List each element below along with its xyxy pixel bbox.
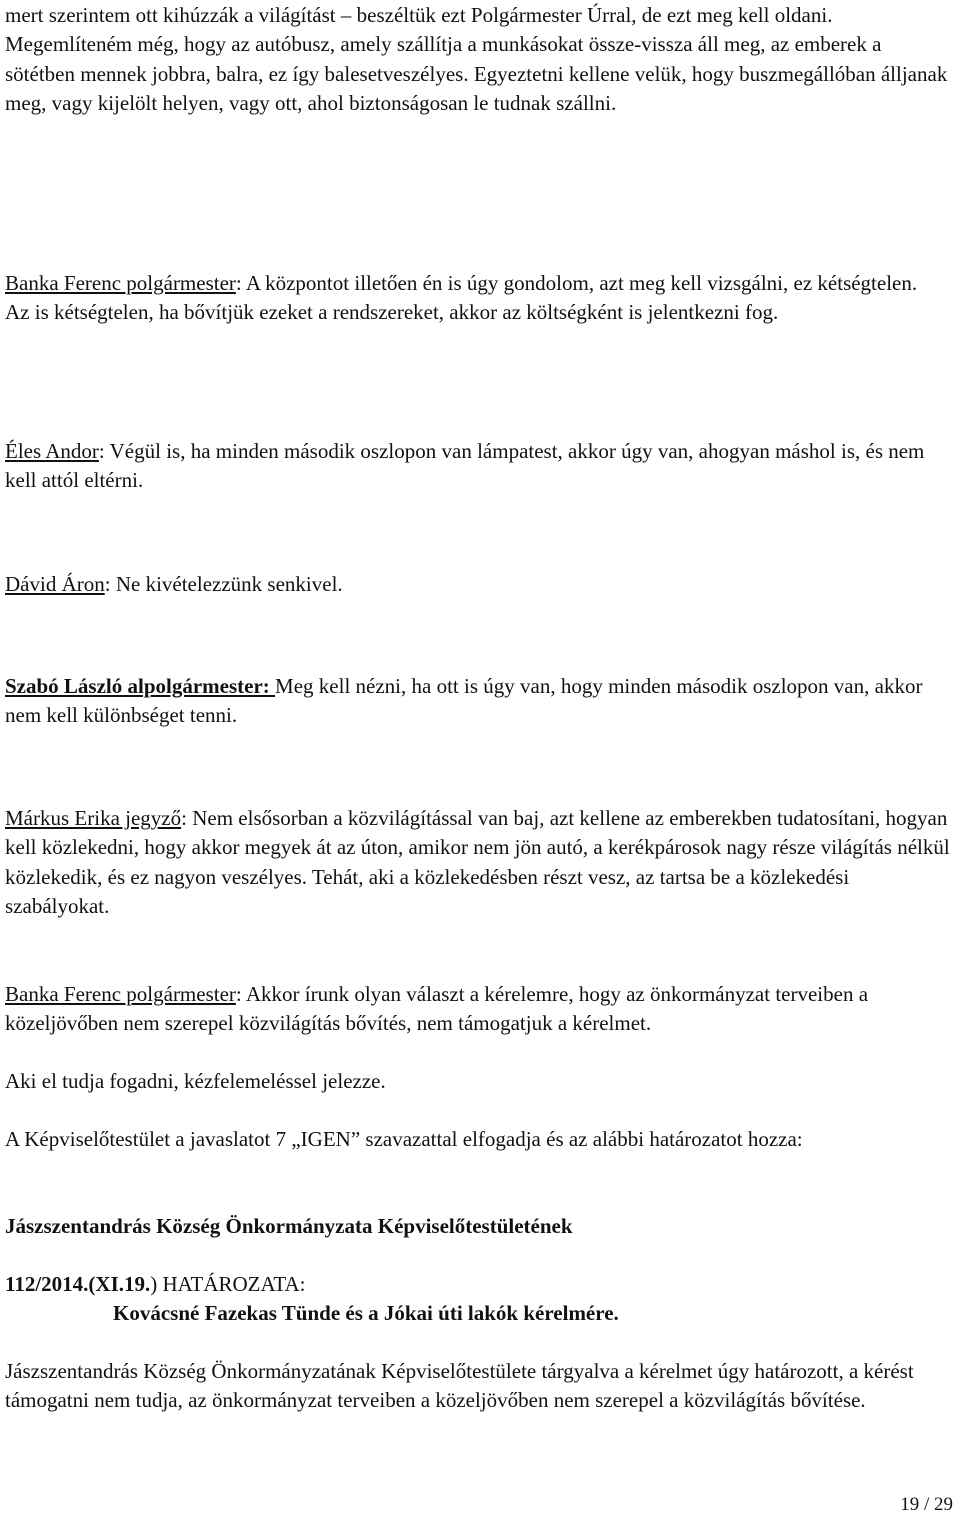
resolution-title xyxy=(5,1270,953,1329)
paragraph-text: mert szerintem ott kihúzzák a világítást – beszéltük ezt Polgármester Úrral, de ezt meg kell oldani. xyxy=(5,3,833,27)
paragraph-david xyxy=(5,570,953,599)
paragraph-eles xyxy=(5,437,953,496)
resolution-label: ) HATÁROZATA: xyxy=(150,1272,306,1296)
resolution-heading xyxy=(5,1212,953,1241)
speech-text: Nem elsősorban a közvilágítással van baj, azt kellene az emberekben tudatosítani, hogyan kell közlekedni, hogy akkor megyek át az úton, amikor nem jön autó, a kerékpárosok nagy része világítás nélkül közlekedik, és ez nagyon veszélyes. Tehát, aki a közlekedésben részt vesz, az tartsa be a közlekedési szabályokat. xyxy=(5,806,950,918)
speaker-name: Dávid Áron xyxy=(5,572,105,596)
paragraph-banka-2 xyxy=(5,980,953,1039)
speaker-name: Banka Ferenc polgármester xyxy=(5,271,236,295)
speaker-separator: : xyxy=(235,982,246,1006)
paragraph-decision xyxy=(5,1357,953,1416)
speaker-separator: : xyxy=(235,271,246,295)
paragraph-szabo xyxy=(5,672,953,731)
paragraph-banka-1 xyxy=(5,269,953,328)
paragraph-vote-result xyxy=(5,1125,953,1154)
speech-text: Ne kivételezzünk senkivel. xyxy=(115,572,343,596)
speech-text: A központot illetően én is úgy gondolom, azt meg kell vizsgálni, ez kétségtelen. xyxy=(245,271,918,295)
speaker-separator: : xyxy=(98,439,110,463)
paragraph-vote-call xyxy=(5,1067,953,1096)
paragraph-text: A Képviselőtestület a javaslatot 7 „IGEN” szavazattal elfogadja és az alábbi határozatot hozza: xyxy=(5,1127,803,1151)
speech-text: Meg kell nézni, ha ott is úgy van, hogy minden második oszlopon van, akkor nem kell különbséget tenni. xyxy=(5,674,923,728)
speaker-separator: : xyxy=(104,572,116,596)
paragraph-text: Aki el tudja fogadni, kézfelemeléssel jelezze. xyxy=(5,1069,386,1093)
speech-text: Végül is, ha minden második oszlopon van lámpatest, akkor úgy van, ahogyan máshol is, és nem kell attól eltérni. xyxy=(5,439,925,493)
speaker-separator: : xyxy=(181,806,193,830)
resolution-subject: Kovácsné Fazekas Tünde és a Jókai úti lakók kérelmére. xyxy=(113,1301,619,1326)
speaker-name: Banka Ferenc polgármester xyxy=(5,982,236,1006)
speaker-name: Márkus Erika jegyző xyxy=(5,806,182,830)
paragraph-text: Jászszentandrás Község Önkormányzatának Képviselőtestülete tárgyalva a kérelmet úgy határozott, a kérést támogatni nem tudja, az önkormányzat terveiben a közeljövőben nem szerepel a közvilágítás bővítése. xyxy=(5,1359,914,1413)
page-number: 19 / 29 xyxy=(900,1494,953,1515)
paragraph-text: Megemlíteném még, hogy az autóbusz, amely szállítja a munkásokat össze-vissza áll meg, az emberek a sötétben mennek jobbra, balra, ez így balesetveszélyes. Egyeztetni kellene velük, hogy buszmegállóban álljanak meg, vagy kijelölt helyen, vagy ott, ahol biztonságosan le tudnak szállni. xyxy=(5,32,948,115)
speech-text: Akkor írunk olyan választ a kérelemre, hogy az önkormányzat terveiben a közeljövőben nem szerepel közvilágítás bővítés, nem támogatjuk a kérelmet. xyxy=(5,982,869,1036)
paragraph-markus xyxy=(5,804,953,921)
heading-text: Jászszentandrás Község Önkormányzata Képviselőtestületének xyxy=(5,1214,573,1238)
paragraph-intro xyxy=(5,1,953,118)
speaker-name: Szabó László alpolgármester: xyxy=(5,674,276,698)
resolution-number: 112/2014.(XI.19. xyxy=(5,1272,151,1296)
speech-text: Az is kétségtelen, ha bővítjük ezeket a rendszereket, akkor az költségként is jelentkezni fog. xyxy=(5,300,779,325)
speaker-name: Éles Andor xyxy=(5,439,99,463)
